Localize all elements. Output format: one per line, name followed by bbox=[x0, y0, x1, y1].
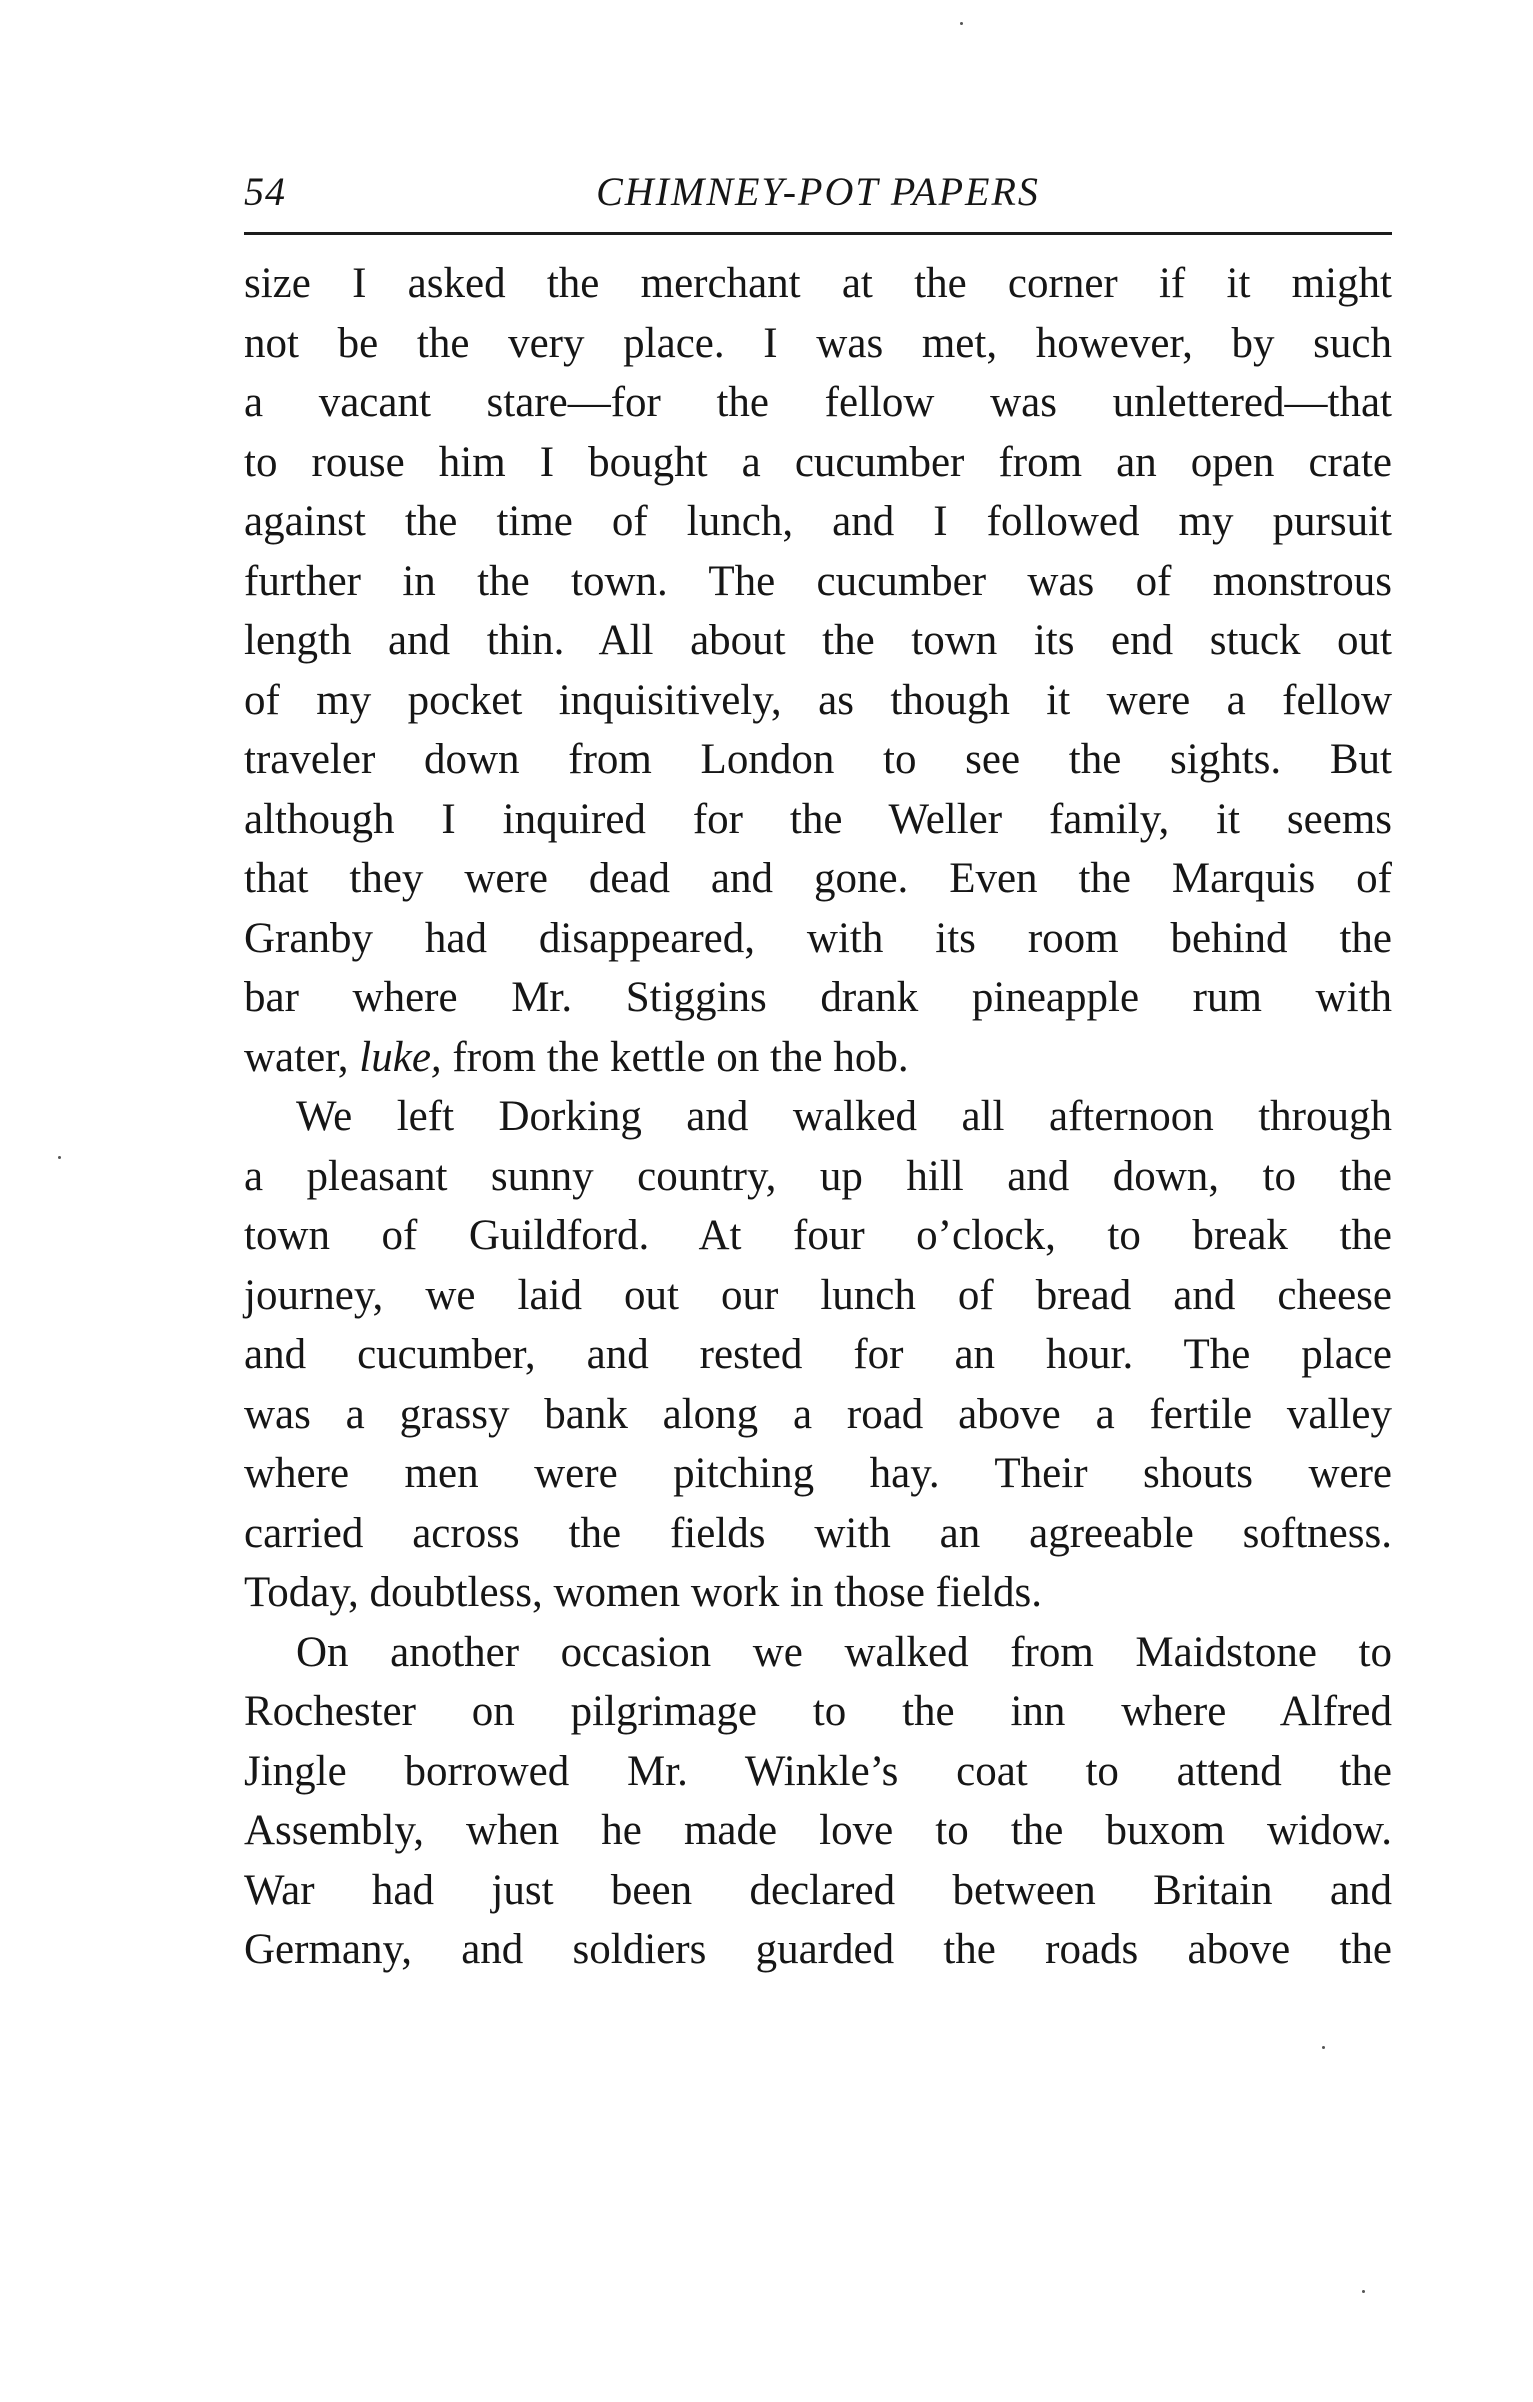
text-line: journey, we laid out our lunch of bread and cheese bbox=[244, 1271, 1392, 1319]
text-line: to rouse him I bought a cucumber from an open crate bbox=[244, 438, 1392, 486]
text-line: Rochester on pilgrimage to the inn where Alfred bbox=[244, 1688, 1392, 1735]
text-line: that they were dead and gone. Even the Marquis of bbox=[244, 855, 1392, 902]
text-line: and cucumber, and rested for an hour. The place bbox=[244, 1331, 1392, 1378]
text-line: On another occasion we walked from Maidstone to bbox=[296, 1628, 1392, 1676]
text-line: further in the town. The cucumber was of monstrous bbox=[244, 557, 1392, 605]
text-line: traveler down from London to see the sights. But bbox=[244, 736, 1392, 783]
running-head bbox=[244, 168, 1392, 226]
text-line: where men were pitching hay. Their shouts were bbox=[244, 1450, 1392, 1497]
text-line: size I asked the merchant at the corner if it might bbox=[244, 260, 1392, 307]
text-line bbox=[244, 1028, 1392, 1088]
text-line: Assembly, when he made love to the buxom widow. bbox=[244, 1807, 1392, 1854]
scan-speck bbox=[1362, 2290, 1365, 2293]
header-rule bbox=[244, 232, 1392, 235]
page-number: 54 bbox=[244, 169, 286, 214]
text-line: Germany, and soldiers guarded the roads above the bbox=[244, 1926, 1392, 1973]
text-fragment: water, bbox=[244, 1033, 360, 1081]
text-line: carried across the fields with an agreeable softness. bbox=[244, 1509, 1392, 1557]
italic-word: luke, bbox=[359, 1033, 442, 1081]
text-line: Today, doubtless, women work in those fields. bbox=[244, 1569, 1042, 1616]
text-line: a vacant stare—for the fellow was unlettered—that bbox=[244, 379, 1392, 426]
text-line: a pleasant sunny country, up hill and down, to the bbox=[244, 1152, 1392, 1200]
scan-speck bbox=[58, 1156, 61, 1159]
text-line: was a grassy bank along a road above a fertile valley bbox=[244, 1390, 1392, 1438]
text-line: not be the very place. I was met, however, by such bbox=[244, 319, 1392, 367]
running-title: CHIMNEY-POT PAPERS bbox=[596, 169, 1040, 214]
text-line: of my pocket inquisitively, as though it were a fellow bbox=[244, 676, 1392, 724]
text-line: Granby had disappeared, with its room behind the bbox=[244, 914, 1392, 962]
text-line: War had just been declared between Britain and bbox=[244, 1866, 1392, 1914]
text-line: town of Guildford. At four o’clock, to break the bbox=[244, 1212, 1392, 1259]
text-line: Jingle borrowed Mr. Winkle’s coat to attend the bbox=[244, 1747, 1392, 1795]
text-line: We left Dorking and walked all afternoon through bbox=[296, 1093, 1392, 1140]
text-fragment: from the kettle on the hob. bbox=[441, 1033, 909, 1081]
text-line: length and thin. All about the town its end stuck out bbox=[244, 617, 1392, 664]
text-line: bar where Mr. Stiggins drank pineapple rum with bbox=[244, 974, 1392, 1021]
text-line: although I inquired for the Weller family, it seems bbox=[244, 795, 1392, 843]
text-line: against the time of lunch, and I followed my pursuit bbox=[244, 498, 1392, 545]
scan-speck bbox=[1322, 2046, 1325, 2049]
scan-speck bbox=[960, 22, 963, 25]
body-text bbox=[244, 254, 1392, 1980]
